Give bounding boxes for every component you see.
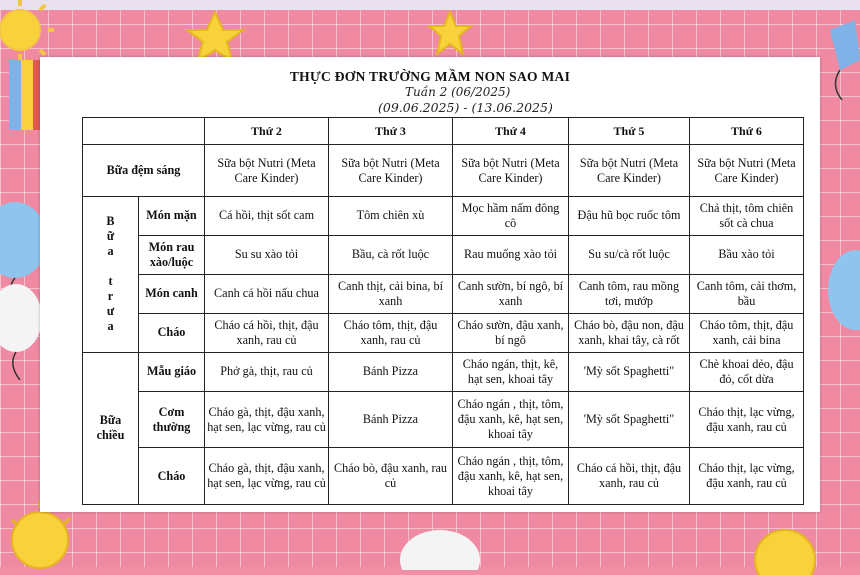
menu-paper [40,57,820,512]
menu-cell: Cháo thịt, lạc vừng, đậu xanh, rau củ [690,448,804,505]
menu-cell: Cháo thịt, lạc vừng, đậu xanh, rau củ [690,391,804,448]
table-row [83,352,804,391]
dish-label: Cháo [139,448,205,505]
menu-cell: Bánh Pizza [329,352,453,391]
meal-label: Bữa chiều [83,352,139,504]
balloon-icon [0,280,45,380]
day-header: Thứ 5 [569,118,690,145]
menu-cell: Sữa bột Nutri (Meta Care Kinder) [569,145,690,197]
menu-cell: Bánh Pizza [329,391,453,448]
page-title: THỰC ĐƠN TRƯỜNG MẦM NON SAO MAI [289,69,571,84]
sun-icon [735,505,825,575]
day-header: Thứ 6 [690,118,804,145]
table-header-row [83,118,804,145]
menu-cell: Cháo gà, thịt, đậu xanh, hạt sen, lạc vừng, rau củ [205,391,329,448]
dish-label: Món mặn [139,197,205,236]
menu-cell: Mọc hầm nấm đông cô [453,197,569,236]
menu-cell: Phở gà, thịt, rau củ [205,352,329,391]
top-bar [0,0,860,10]
menu-cell: Cháo ngán , thịt, tôm, đậu xanh, kê, hạt sen, khoai tây [453,391,569,448]
menu-cell: Canh thịt, cải bina, bí xanh [329,274,453,313]
menu-cell: Cháo gà, thịt, đậu xanh, hạt sen, lạc vừng, rau củ [205,448,329,505]
table-row [83,274,804,313]
week-note: Tuần 2 (06/2025) [405,85,511,99]
dish-label: Cháo [139,313,205,352]
header-corner [83,118,205,145]
balloon-icon [400,520,480,570]
menu-cell: Sữa bột Nutri (Meta Care Kinder) [453,145,569,197]
balloon-icon [820,20,860,100]
menu-cell: Bầu xào tỏi [690,235,804,274]
star-icon [425,10,475,60]
menu-cell: Bầu, cà rốt luộc [329,235,453,274]
menu-cell: Sữa bột Nutri (Meta Care Kinder) [329,145,453,197]
menu-cell: Canh tôm, rau mồng tơi, mướp [569,274,690,313]
menu-cell: Tôm chiên xù [329,197,453,236]
menu-cell: Sữa bột Nutri (Meta Care Kinder) [690,145,804,197]
menu-table [82,117,804,505]
table-row [83,197,804,236]
dish-label: Món rau xào/luộc [139,235,205,274]
ribbon-icon [5,60,45,130]
menu-cell: Đậu hũ bọc ruốc tôm [569,197,690,236]
dish-label: Cơm thường [139,391,205,448]
menu-cell: Su su xào tỏi [205,235,329,274]
menu-cell: Cháo tôm, thịt, đậu xanh, rau củ [329,313,453,352]
menu-cell: Canh cá hồi nấu chua [205,274,329,313]
dish-label: Mẫu giáo [139,352,205,391]
menu-cell: Cá hồi, thịt sốt cam [205,197,329,236]
menu-cell: Rau muống xào tỏi [453,235,569,274]
menu-cell: Cháo cá hồi, thịt, đậu xanh, rau củ [569,448,690,505]
menu-cell: Cháo sườn, đậu xanh, bí ngô [453,313,569,352]
menu-cell: Cháo bò, đậu non, đậu xanh, khai tây, cà rốt [569,313,690,352]
menu-cell: Canh sườn, bí ngô, bí xanh [453,274,569,313]
balloon-icon [826,250,860,340]
date-range: (09.06.2025) - (13.06.2025) [378,100,553,115]
table-row [83,313,804,352]
menu-cell: Cháo ngán, thịt, kê, hạt sen, khoai tây [453,352,569,391]
table-row [83,145,804,197]
menu-cell: Cháo cá hồi, thịt, đậu xanh, rau củ [205,313,329,352]
day-header: Thứ 2 [205,118,329,145]
menu-cell: 'Mỳ sốt Spaghetti" [569,352,690,391]
menu-cell: Su su/cà rốt luộc [569,235,690,274]
menu-cell: Sữa bột Nutri (Meta Care Kinder) [205,145,329,197]
meal-label-lunch: B ữ a t r ư a [83,197,139,353]
dish-label: Món canh [139,274,205,313]
table-row [83,448,804,505]
menu-cell: Chè khoai dẻo, đậu đỏ, cốt dừa [690,352,804,391]
table-row [83,235,804,274]
meal-label: Bữa đệm sáng [83,145,205,197]
day-header: Thứ 4 [453,118,569,145]
day-header: Thứ 3 [329,118,453,145]
table-row [83,391,804,448]
menu-cell: Cháo tôm, thịt, đậu xanh, cải bina [690,313,804,352]
menu-cell: Chả thịt, tôm chiên sốt cà chua [690,197,804,236]
menu-cell: Cháo ngán , thịt, tôm, đậu xanh, kê, hạt sen, khoai tây [453,448,569,505]
menu-cell: Cháo bò, đậu xanh, rau củ [329,448,453,505]
menu-cell: Canh tôm, cải thơm, bầu [690,274,804,313]
menu-cell: 'Mỳ sốt Spaghetti" [569,391,690,448]
